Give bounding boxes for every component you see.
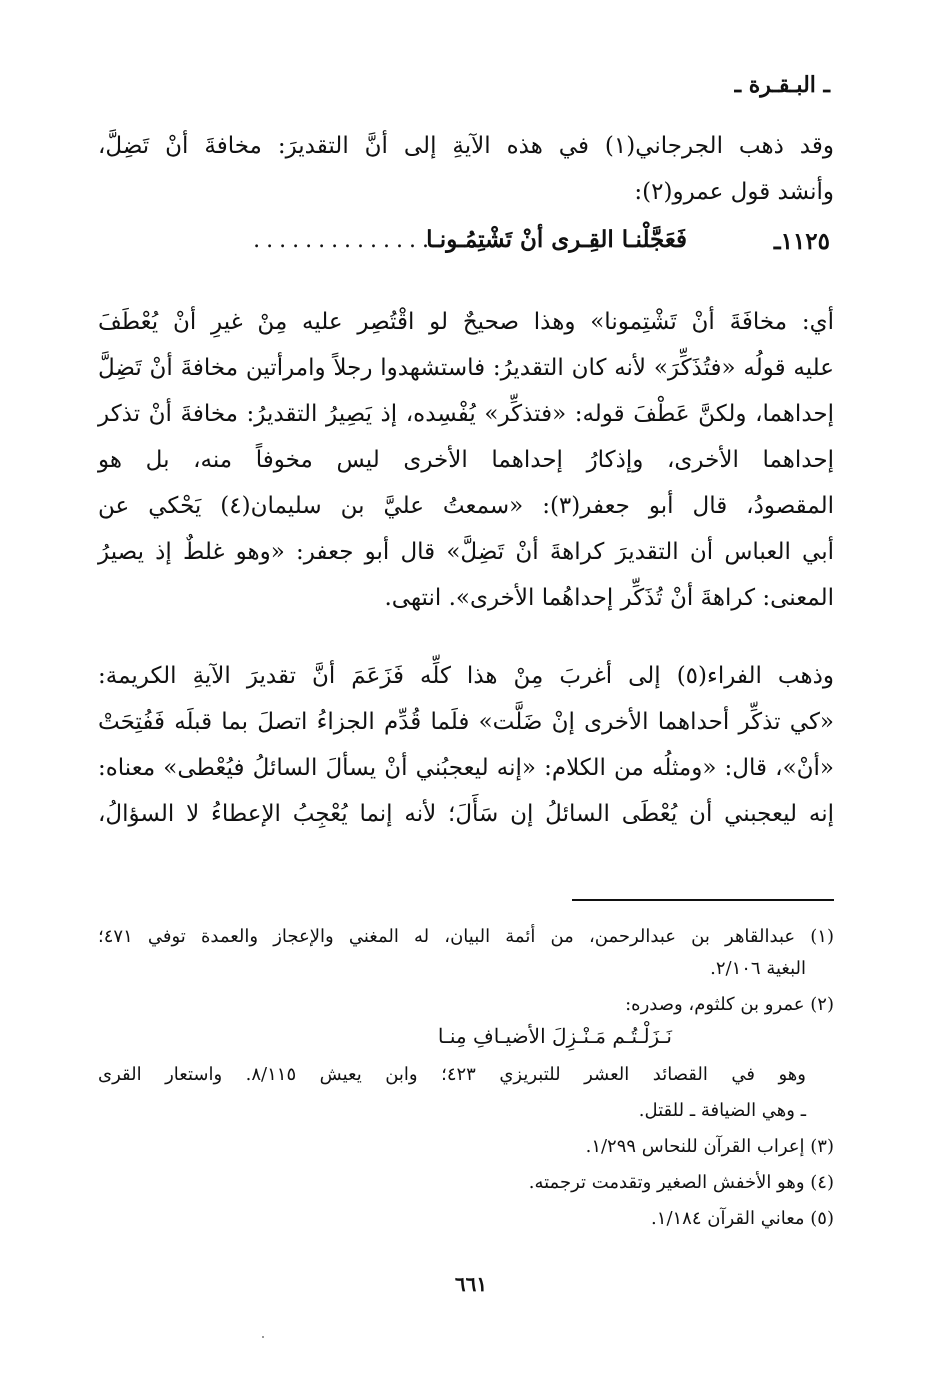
body-line: «أنْ»، قال: «ومثلُه من الكلام: «إنه ليعجبُني أنْ يسألَ السائلُ فيُعْطى» معناه: xyxy=(98,755,834,781)
body-line: إحداهما، ولكنَّ عَطْفَ قوله: «فتذكِّر» يُفْسِده، إذ يَصِيرُ التقديرُ: مخافةَ أنْ تذكر xyxy=(98,401,834,427)
body-line: أي: مخافَةَ أنْ تَشْتِمونا» وهذا صحيحٌ لو اقْتُصِر عليه مِنْ غيرِ أنْ يُعْطَفَ xyxy=(98,309,834,335)
body-line: المعنى: كراهةَ أنْ تُذَكِّر إحداهُما الأخرى». انتهى. xyxy=(384,585,834,611)
body-line: إنه ليعجبني أن يُعْطَى السائلُ إن سَأَلَ؛ لأنه إنما يُعْجِبُ الإعطاءُ لا السؤالُ، xyxy=(98,801,834,827)
footnote-1: (١) عبدالقاهر بن عبدالرحمن، من أئمة البيان، له المغني والإعجاز والعمدة توفي ٤٧١؛ xyxy=(98,926,834,947)
scan-speck xyxy=(262,1336,264,1338)
footnote-3: (٣) إعراب القرآن للنحاس ١/٢٩٩. xyxy=(585,1136,834,1157)
footnote-divider xyxy=(572,899,834,901)
footnote-1-cont: البغية ٢/١٠٦. xyxy=(710,958,806,979)
page-header: ـ البـقـرة ـ xyxy=(734,72,830,98)
footnote-2-cont: وهو في القصائد العشر للتبريزي ٤٢٣؛ وابن يعيش ٨/١١٥. واستعار القرى xyxy=(98,1064,806,1085)
body-line: المقصودُ، قال أبو جعفر(٣): «سمعتُ عليَّ بن سليمان(٤) يَحْكي عن xyxy=(98,493,834,519)
body-line: عليه قولُه «فتُذَكِّرَ» لأنه كان التقديرُ: فاستشهدوا رجلاً وامرأتين مخافةَ أنْ تَضِلَّ xyxy=(98,355,834,381)
footnote-2-verse: نَـزَلْـتُـم مَـنْـزِلَ الأضيـافِ مِنـا xyxy=(437,1024,672,1048)
verse-ellipsis: .................. xyxy=(253,228,487,253)
footnote-2: (٢) عمرو بن كلثوم، وصدره: xyxy=(625,994,834,1015)
footnote-5: (٥) معاني القرآن ١/١٨٤. xyxy=(651,1208,834,1229)
body-line: وذهب الفراء(٥) إلى أغربَ مِنْ هذا كلِّه فَزَعَمَ أنَّ تقديرَ الآيةِ الكريمة: xyxy=(98,663,834,689)
page-number: ٦٦١ xyxy=(454,1272,488,1296)
body-line: إحداهما الأخرى، وإذكارُ إحداهما الأخرى ليس مخوفاً منه، بل هو xyxy=(98,447,834,473)
verse-line: فَعَجَّلْنـا القِـرى أنْ تَشْتِمُـونـا xyxy=(426,226,687,253)
body-line: أبي العباس أن التقديرَ كراهةَ أنْ تَضِلَّ» قال أبو جعفر: «وهو غلطٌ إذ يصيرُ xyxy=(98,539,834,565)
footnote-4: (٤) وهو الأخفش الصغير وتقدمت ترجمته. xyxy=(528,1172,834,1193)
body-line: وأنشد قول عمرو(٢): xyxy=(634,179,834,205)
body-line: وقد ذهب الجرجاني(١) في هذه الآيةِ إلى أنَّ التقديرَ: مخافةَ أنْ تَضِلَّ، xyxy=(98,133,834,159)
footnote-2-cont: ـ وهي الضيافة ـ للقتل. xyxy=(638,1100,806,1121)
verse-number: ١١٢٥ـ xyxy=(773,228,830,255)
body-line: «كي تذكِّر أحداهما الأخرى إنْ ضَلَّت» فلَما قُدِّم الجزاءُ اتصلَ بما قبلَه فَفُتِحَتْ xyxy=(98,709,834,735)
